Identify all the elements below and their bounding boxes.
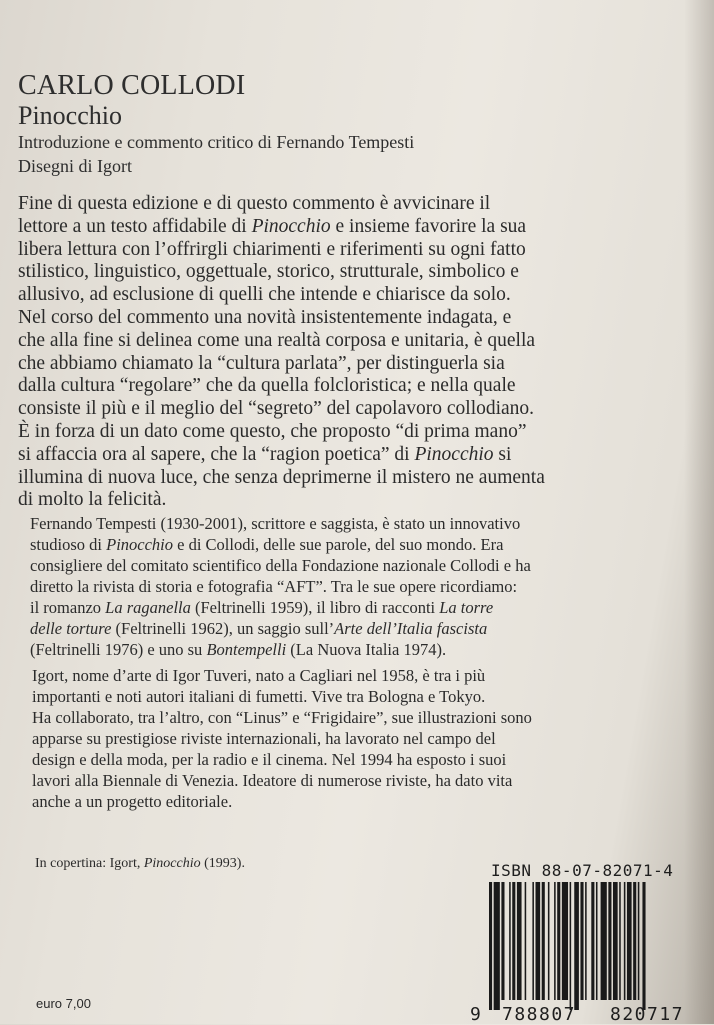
barcode-right-group: 820717 (610, 1004, 685, 1025)
text-line: dalla cultura “regolare” che da quella folcloristica; e nella quale (18, 375, 516, 397)
price-label: euro 7,00 (36, 996, 91, 1011)
text-line: studioso di Pinocchio e di Collodi, delle sue parole, del suo mondo. Era (30, 535, 504, 554)
barcode-icon (489, 882, 711, 1010)
text-line: libera lettura con l’offrirgli chiarimenti e riferimenti su ogni fatto (18, 238, 526, 260)
cover-credit: In copertina: Igort, Pinocchio (1993). (35, 856, 245, 871)
text-line: il romanzo La raganella (Feltrinelli 1959), il libro di racconti La torre (30, 598, 494, 617)
book-title: Pinocchio (18, 101, 122, 130)
blurb-paragraph (18, 193, 708, 512)
italic-title: La torre (439, 598, 494, 617)
text-line: Ha collaborato, tra l’altro, con “Linus” e “Frigidaire”, sue illustrazioni sono (32, 708, 532, 727)
text-line: consigliere del comitato scientifico della Fondazione nazionale Collodi e ha (30, 556, 531, 575)
barcode-left-group: 788807 (502, 1004, 577, 1025)
author-name: CARLO COLLODI (18, 70, 246, 101)
text-line: delle torture (Feltrinelli 1962), un saggio sull’Arte dell’Italia fascista (30, 619, 488, 638)
text-line: lettore a un testo affidabile di Pinocchio e insieme favorire la sua (18, 215, 527, 237)
text-line: (Feltrinelli 1976) e uno su Bontempelli (La Nuova Italia 1974). (30, 640, 447, 659)
text-line: allusivo, ad esclusione di quelli che intende e chiarisce da solo. (18, 284, 511, 306)
italic-title: Arte dell’Italia fascista (334, 619, 488, 638)
italic-title: La raganella (105, 598, 191, 617)
italic-title: Pinocchio (143, 856, 201, 871)
text-line: apparse su prestigiose riviste internazionali, ha lavorato nel campo del (32, 729, 496, 748)
text-line: che abbiamo chiamato la “cultura parlata”, per distinguerla sia (18, 352, 505, 374)
barcode-first-digit: 9 (470, 1004, 481, 1025)
text-line: illumina di nuova luce, che senza deprimerne il mistero ne aumenta (18, 466, 545, 488)
text-line: Fine di questa edizione e di questo commento è avvicinare il (18, 193, 491, 214)
text-line: Fernando Tempesti (1930-2001), scrittore e saggista, è stato un innovativo (30, 514, 521, 533)
italic-title: Pinocchio (414, 443, 494, 465)
text-line: design e della moda, per la radio e il cinema. Nel 1994 ha esposto i suoi (32, 750, 507, 769)
isbn-label: ISBN 88-07-82071-4 (491, 861, 674, 880)
text-line: che alla fine si delinea come una realtà corposa e unitaria, è quella (18, 329, 536, 351)
italic-title: Pinocchio (251, 215, 331, 237)
italic-title: delle torture (30, 619, 112, 638)
text-line: Nel corso del commento una novità insistentemente indagata, e (18, 306, 512, 328)
text-line: È in forza di un dato come questo, che proposto “di prima mano” (18, 420, 527, 442)
text-line: consiste il più e il meglio del “segreto” del capolavoro collodiano. (18, 398, 535, 420)
text-line: lavori alla Biennale di Venezia. Ideatore di numerose riviste, ha dato vita (32, 771, 513, 790)
text-line: di molto la felicità. (18, 489, 167, 511)
text-line: si affaccia ora al sapere, che la “ragion poetica” di Pinocchio si (18, 443, 512, 465)
igort-bio-paragraph (32, 665, 714, 812)
text-line: Igort, nome d’arte di Igor Tuveri, nato a Cagliari nel 1958, è tra i più (32, 666, 486, 685)
italic-title: Bontempelli (206, 640, 287, 659)
text-line: diretto la rivista di storia e fotografia “AFT”. Tra le sue opere ricordiamo: (30, 577, 518, 596)
text-line: stilistico, linguistico, oggettuale, storico, strutturale, simbolico e (18, 261, 519, 283)
italic-title: Pinocchio (106, 535, 174, 554)
text-line: importanti e noti autori italiani di fumetti. Vive tra Bologna e Tokyo. (32, 687, 486, 706)
text-line: anche a un progetto editoriale. (32, 792, 233, 811)
tempesti-bio-paragraph (30, 513, 714, 660)
introduction-credit: Introduzione e commento critico di Fernando Tempesti (18, 132, 415, 152)
illustrations-credit: Disegni di Igort (18, 156, 132, 176)
